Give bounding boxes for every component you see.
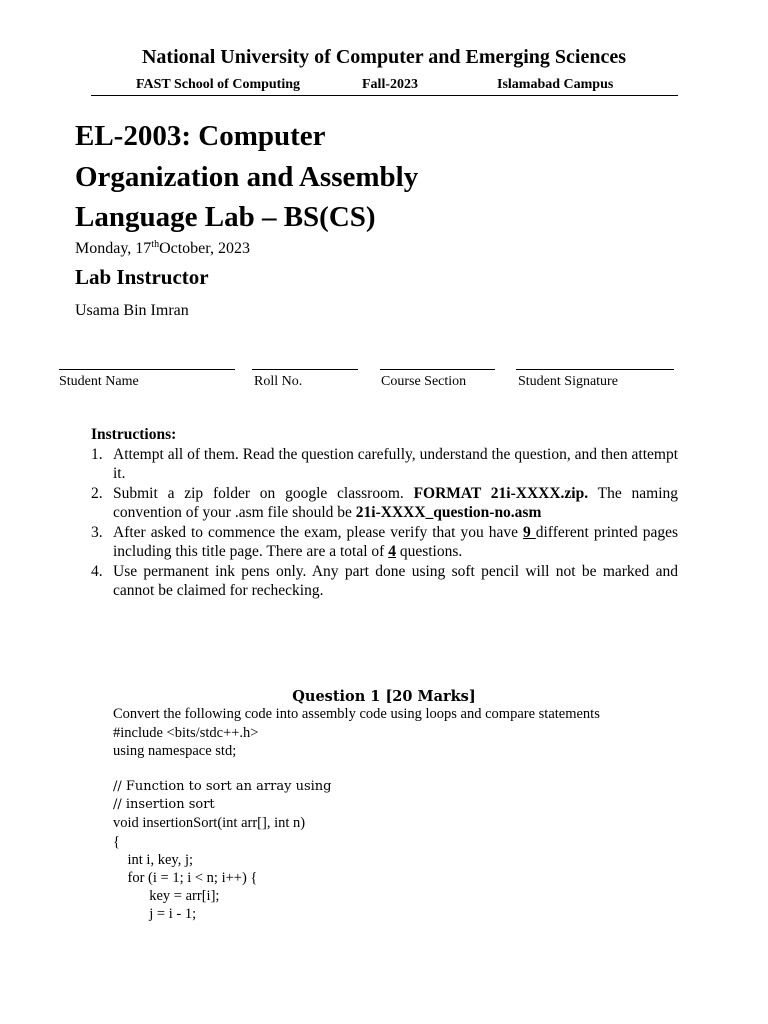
instruction-text: Use permanent ink pens only. Any part done using soft pencil will not be marked and cannot be claimed for rechecking. — [113, 562, 678, 599]
code-line: // insertion sort — [113, 797, 215, 813]
question-title: Question 1 [20 Marks] — [292, 688, 476, 705]
student-signature-label: Student Signature — [518, 374, 618, 389]
date-superscript: th — [151, 239, 160, 250]
instructions — [91, 425, 678, 601]
instruction-item — [91, 445, 678, 484]
student-name-label: Student Name — [59, 374, 139, 389]
exam-date — [75, 240, 250, 258]
code-block — [113, 724, 331, 923]
question-prompt: Convert the following code into assembly code using loops and compare statements — [113, 706, 600, 722]
instruction-number: 1. — [91, 445, 103, 463]
code-line: key = arr[i]; — [113, 887, 220, 904]
page-count: 9 — [523, 523, 536, 541]
instruction-text: The naming convention of your .asm file should be — [113, 484, 679, 521]
instructions-heading: Instructions: — [91, 426, 177, 443]
course-title-line: Language Lab – BS(CS) — [75, 201, 376, 233]
code-line: using namespace std; — [113, 743, 237, 760]
instruction-text: different printed pages including this title page. There are a total of — [113, 523, 679, 560]
code-line: void insertionSort(int arr[], int n) — [113, 815, 306, 832]
course-title-line: Organization and Assembly — [75, 160, 419, 193]
course-title — [75, 116, 418, 238]
zip-format: FORMAT 21i-XXXX.zip. — [413, 484, 589, 502]
student-signature-line — [516, 369, 674, 370]
instruction-item — [91, 523, 678, 562]
instructions-list — [91, 445, 678, 601]
instruction-text: Attempt all of them. Read the question carefully, understand the question, and then attempt it. — [113, 445, 678, 482]
instruction-text: Submit a zip folder on google classroom. — [113, 484, 414, 502]
instruction-number: 2. — [91, 484, 103, 502]
course-section-label: Course Section — [381, 374, 467, 389]
school-name: FAST School of Computing — [136, 77, 301, 92]
code-line: #include <bits/stdc++.h> — [113, 725, 259, 741]
instruction-item — [91, 562, 678, 601]
student-name-line — [59, 369, 235, 370]
instructor-name: Usama Bin Imran — [75, 302, 189, 319]
question-count: 4 — [388, 543, 396, 560]
instruction-text: questions. — [395, 543, 463, 560]
instruction-number: 3. — [91, 523, 103, 541]
course-section-line — [380, 369, 495, 370]
code-line — [113, 760, 331, 778]
campus: Islamabad Campus — [497, 77, 614, 92]
code-line: int i, key, j; — [113, 851, 194, 868]
date-prefix: Monday, 17 — [75, 240, 152, 257]
code-line: // Function to sort an array using — [113, 779, 332, 795]
asm-filename-format: 21i-XXXX_question-no.asm — [355, 504, 542, 521]
instructor-heading: Lab Instructor — [75, 265, 209, 289]
date-suffix: October, 2023 — [159, 240, 250, 257]
code-line: { — [113, 833, 120, 850]
instruction-number: 4. — [91, 562, 103, 580]
code-line: j = i - 1; — [113, 905, 197, 922]
code-line: for (i = 1; i < n; i++) { — [113, 869, 258, 886]
university-name: National University of Computer and Emerging Sciences — [141, 46, 627, 68]
course-title-line: EL-2003: Computer — [75, 120, 326, 152]
term: Fall-2023 — [362, 77, 418, 92]
instruction-item — [91, 484, 678, 523]
roll-no-line — [252, 369, 358, 370]
instruction-text: After asked to commence the exam, please verify that you have — [113, 523, 523, 541]
roll-no-label: Roll No. — [254, 374, 303, 389]
header-rule — [91, 95, 678, 96]
